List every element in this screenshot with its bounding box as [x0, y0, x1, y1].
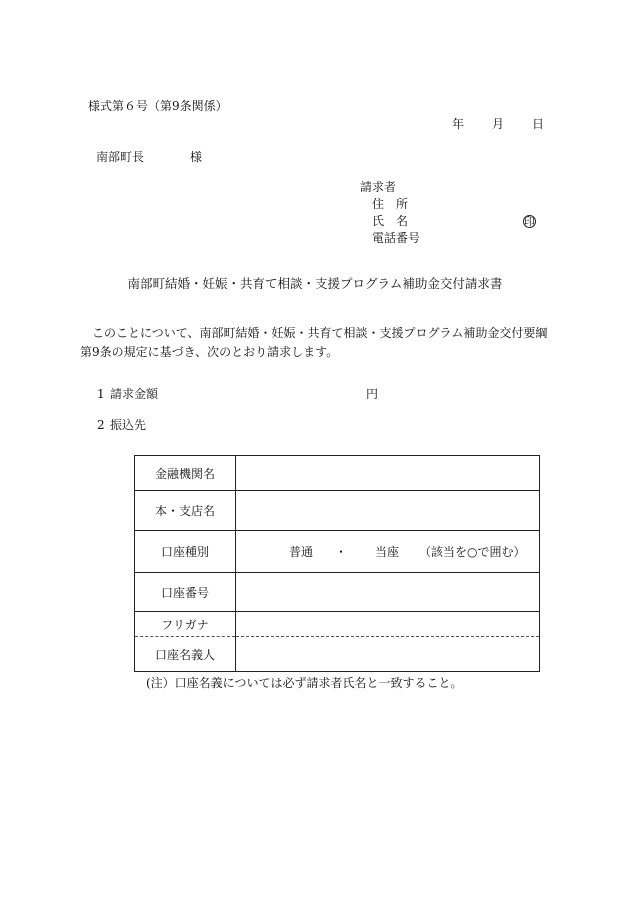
account-type-separator: ・ [335, 545, 348, 559]
date-day-label: 日 [532, 117, 545, 131]
account-type-checking[interactable]: 当座 [375, 545, 400, 559]
account-number-field[interactable] [236, 573, 540, 612]
item1-number: 1 [97, 387, 105, 401]
table-row [135, 637, 540, 672]
furigana-label: フリガナ [135, 612, 236, 637]
note-text: (注）口座名義については必ず請求者氏名と一致すること。 [146, 676, 463, 690]
yen-unit: 円 [366, 387, 379, 401]
account-holder-label: 口座名義人 [135, 637, 236, 672]
body-text: このことについて、南部町結婚・妊娠・共育て相談・支援プログラム補助金交付要綱第9条の規定に基づき、次のとおり請求します。 [80, 326, 548, 359]
transfer-destination-label: 振込先 [110, 418, 147, 432]
item2-number: 2 [97, 418, 105, 432]
table-row [135, 573, 540, 612]
seal-mark: 印 [524, 215, 535, 228]
furigana-field[interactable] [236, 612, 540, 637]
account-type-instruction: （該当を○で囲む） [419, 545, 526, 559]
branch-name-label: 本・支店名 [135, 491, 236, 531]
date-year-label: 年 [452, 117, 465, 131]
account-type-ordinary[interactable]: 普通 [289, 545, 314, 559]
form-number: 様式第６号（第9条関係） [88, 99, 228, 113]
request-amount-label: 請求金額 [110, 387, 159, 401]
addressee-suffix: 様 [190, 150, 203, 164]
addressee-name: 南部町長 [96, 150, 145, 164]
bank-name-field[interactable] [236, 456, 540, 491]
table-row [135, 491, 540, 531]
account-type-field[interactable] [236, 531, 540, 573]
requester-address-label: 住所 [372, 197, 421, 211]
date-month-label: 月 [492, 117, 505, 131]
account-number-label: 口座番号 [135, 573, 236, 612]
requester-name-label: 氏名 [372, 214, 421, 228]
table-row [135, 456, 540, 491]
bank-name-label: 金融機関名 [135, 456, 236, 491]
table-row [135, 612, 540, 637]
account-type-label: 口座種別 [135, 531, 236, 573]
requester-tel-label: 電話番号 [372, 231, 421, 245]
table-row [135, 531, 540, 573]
branch-name-field[interactable] [236, 491, 540, 531]
requester-title: 請求者 [360, 180, 397, 194]
account-holder-field[interactable] [236, 637, 540, 672]
document-title: 南部町結婚・妊娠・共育て相談・支援プログラム補助金交付請求書 [127, 276, 503, 291]
bank-account-table [134, 455, 540, 672]
date-line [452, 118, 544, 130]
